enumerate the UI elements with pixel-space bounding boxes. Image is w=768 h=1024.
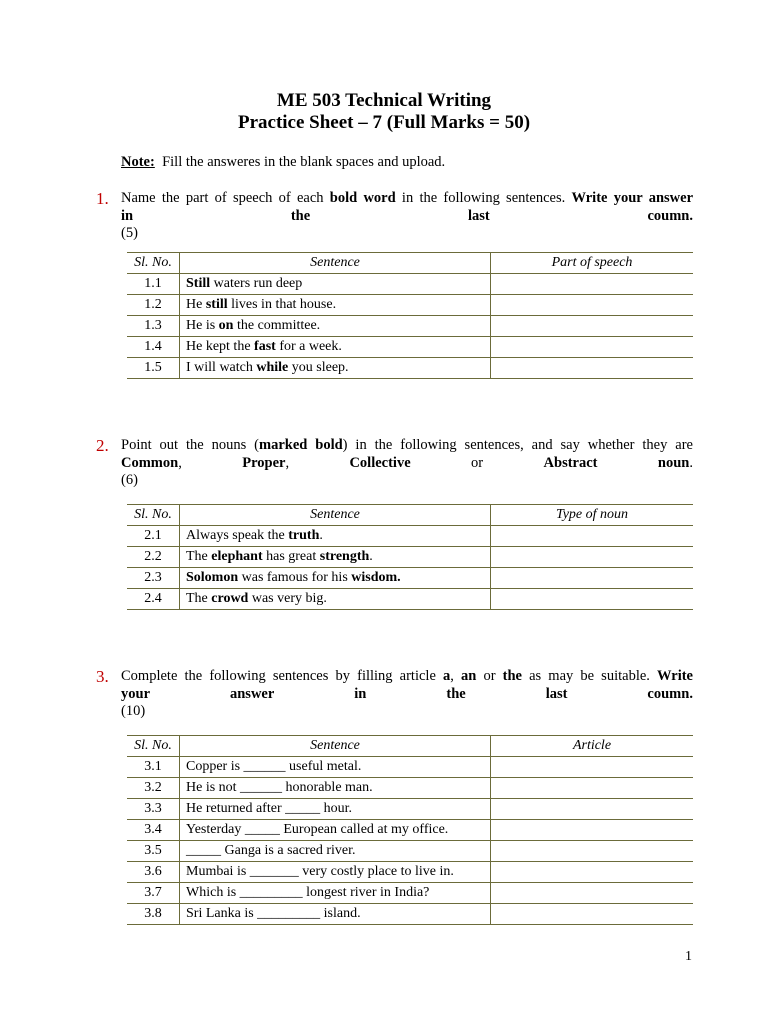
table-row — [127, 820, 693, 841]
question-1-text — [121, 190, 693, 243]
col-sl-no: Sl. No. — [127, 253, 180, 274]
question-1-number: 1. — [96, 189, 109, 208]
table-row — [127, 547, 693, 568]
table-row — [127, 568, 693, 589]
question-3-line-1: Complete the following sentences by filling article a, an or the as may be suitable. Write — [121, 668, 693, 684]
q2-marked-bold: marked bold — [259, 437, 343, 453]
col-sl-no: Sl. No. — [127, 505, 180, 526]
answer-cell[interactable] — [491, 316, 694, 337]
row-number: 2.4 — [127, 589, 180, 610]
question-2-text — [121, 437, 693, 490]
q3-word: coumn. — [647, 685, 693, 702]
course-title: ME 503 Technical Writing — [276, 90, 492, 111]
q2-word: Proper, — [242, 454, 290, 471]
row-number: 3.4 — [127, 820, 180, 841]
row-number: 3.2 — [127, 778, 180, 799]
row-number: 2.2 — [127, 547, 180, 568]
q3-word: your — [121, 685, 150, 702]
q3-article-the: the — [502, 668, 522, 684]
row-sentence: The elephant has great strength. — [180, 547, 491, 568]
answer-cell[interactable] — [491, 589, 694, 610]
row-sentence: The crowd was very big. — [180, 589, 491, 610]
note-label: Note: — [121, 154, 155, 170]
col-sentence: Sentence — [180, 505, 491, 526]
q2-text-c: ) in the following sentences, and say whether they are — [342, 437, 693, 453]
row-sentence: I will watch while you sleep. — [180, 358, 491, 379]
q1-word: coumn. — [647, 207, 693, 224]
answer-cell[interactable] — [491, 526, 694, 547]
question-3-text — [121, 668, 693, 721]
row-number: 3.1 — [127, 757, 180, 778]
answer-cell[interactable] — [491, 757, 694, 778]
q3-article-an: an — [461, 668, 477, 684]
answer-cell[interactable] — [491, 883, 694, 904]
q1-bold-word: bold word — [329, 190, 396, 206]
q1-text-c: in the following sentences. — [395, 190, 572, 206]
q1-word: the — [290, 207, 311, 224]
row-sentence: He still lives in that house. — [180, 295, 491, 316]
note-text: Fill the answeres in the blank spaces and upload. — [162, 154, 446, 170]
question-1-line-2 — [121, 208, 693, 226]
answer-cell[interactable] — [491, 568, 694, 589]
question-3-number: 3. — [96, 667, 109, 686]
q3-write: Write — [657, 668, 693, 684]
col-type-of-noun: Type of noun — [491, 505, 694, 526]
question-2-table — [127, 504, 693, 610]
row-sentence: _____ Ganga is a sacred river. — [180, 841, 491, 862]
answer-cell[interactable] — [491, 274, 694, 295]
answer-cell[interactable] — [491, 841, 694, 862]
answer-cell[interactable] — [491, 295, 694, 316]
row-sentence: Mumbai is _______ very costly place to live in. — [180, 862, 491, 883]
row-number: 1.4 — [127, 337, 180, 358]
answer-cell[interactable] — [491, 862, 694, 883]
table-row — [127, 337, 693, 358]
q3-text-e: as may be suitable. — [522, 668, 658, 684]
row-sentence: Yesterday _____ European called at my office. — [180, 820, 491, 841]
row-number: 1.5 — [127, 358, 180, 379]
q1-word: last — [467, 207, 490, 224]
q1-text-a: Name the part of speech of each — [121, 190, 330, 206]
table-header-row — [127, 253, 693, 274]
row-sentence: Which is _________ longest river in India? — [180, 883, 491, 904]
question-2-marks: (6) — [121, 472, 138, 488]
answer-cell[interactable] — [491, 778, 694, 799]
row-number: 3.6 — [127, 862, 180, 883]
q2-word: Abstract — [543, 454, 598, 471]
q3-article-a: a — [443, 668, 451, 684]
row-number: 1.2 — [127, 295, 180, 316]
row-sentence: Always speak the truth. — [180, 526, 491, 547]
table-row — [127, 526, 693, 547]
row-number: 3.5 — [127, 841, 180, 862]
q3-word: in — [354, 685, 367, 702]
question-2-line-1 — [121, 437, 693, 455]
col-sl-no: Sl. No. — [127, 736, 180, 757]
table-row — [127, 589, 693, 610]
question-3-line-2 — [121, 686, 693, 704]
table-row — [127, 862, 693, 883]
q2-word: Common, — [121, 454, 182, 471]
row-number: 2.1 — [127, 526, 180, 547]
table-row — [127, 841, 693, 862]
q1-write-answer: Write your answer — [571, 190, 694, 206]
question-1-table — [127, 252, 693, 379]
q2-word: or — [471, 454, 484, 471]
col-sentence: Sentence — [180, 253, 491, 274]
table-row — [127, 295, 693, 316]
q3-word: answer — [229, 685, 275, 702]
answer-cell[interactable] — [491, 799, 694, 820]
col-article: Article — [491, 736, 694, 757]
table-row — [127, 904, 693, 925]
table-row — [127, 358, 693, 379]
row-number: 3.3 — [127, 799, 180, 820]
question-1-marks: (5) — [121, 225, 138, 241]
row-number: 1.1 — [127, 274, 180, 295]
table-row — [127, 883, 693, 904]
col-part-of-speech: Part of speech — [491, 253, 694, 274]
note — [121, 154, 445, 171]
q1-word: in — [121, 207, 134, 224]
question-2-number: 2. — [96, 436, 109, 455]
q3-word: the — [446, 685, 466, 702]
answer-cell[interactable] — [491, 547, 694, 568]
col-sentence: Sentence — [180, 736, 491, 757]
row-number: 3.8 — [127, 904, 180, 925]
answer-cell[interactable] — [491, 358, 694, 379]
table-header-row — [127, 505, 693, 526]
table-row — [127, 757, 693, 778]
q3-text-a: Complete the following sentences by filling article — [121, 668, 444, 684]
q2-word: Collective — [349, 454, 411, 471]
table-header-row — [127, 736, 693, 757]
table-row — [127, 799, 693, 820]
table-row — [127, 778, 693, 799]
table-row — [127, 316, 693, 337]
row-number: 3.7 — [127, 883, 180, 904]
answer-cell[interactable] — [491, 820, 694, 841]
question-1-line-1 — [121, 190, 693, 208]
row-sentence: Solomon was famous for his wisdom. — [180, 568, 491, 589]
row-sentence: Sri Lanka is _________ island. — [180, 904, 491, 925]
q2-word: noun. — [657, 454, 693, 471]
row-sentence: He is not ______ honorable man. — [180, 778, 491, 799]
row-sentence: He is on the committee. — [180, 316, 491, 337]
row-sentence: Still waters run deep — [180, 274, 491, 295]
q3-word: last — [545, 685, 568, 702]
row-number: 2.3 — [127, 568, 180, 589]
row-sentence: Copper is ______ useful metal. — [180, 757, 491, 778]
row-sentence: He kept the fast for a week. — [180, 337, 491, 358]
answer-cell[interactable] — [491, 337, 694, 358]
row-sentence: He returned after _____ hour. — [180, 799, 491, 820]
sheet-title: Practice Sheet – 7 (Full Marks = 50) — [237, 112, 531, 133]
row-number: 1.3 — [127, 316, 180, 337]
answer-cell[interactable] — [491, 904, 694, 925]
table-row — [127, 274, 693, 295]
q2-text-a: Point out the nouns ( — [121, 437, 260, 453]
question-3-table — [127, 735, 693, 925]
page-number: 1 — [685, 949, 692, 964]
question-3-marks: (10) — [121, 703, 146, 719]
question-2-line-2 — [121, 455, 693, 473]
